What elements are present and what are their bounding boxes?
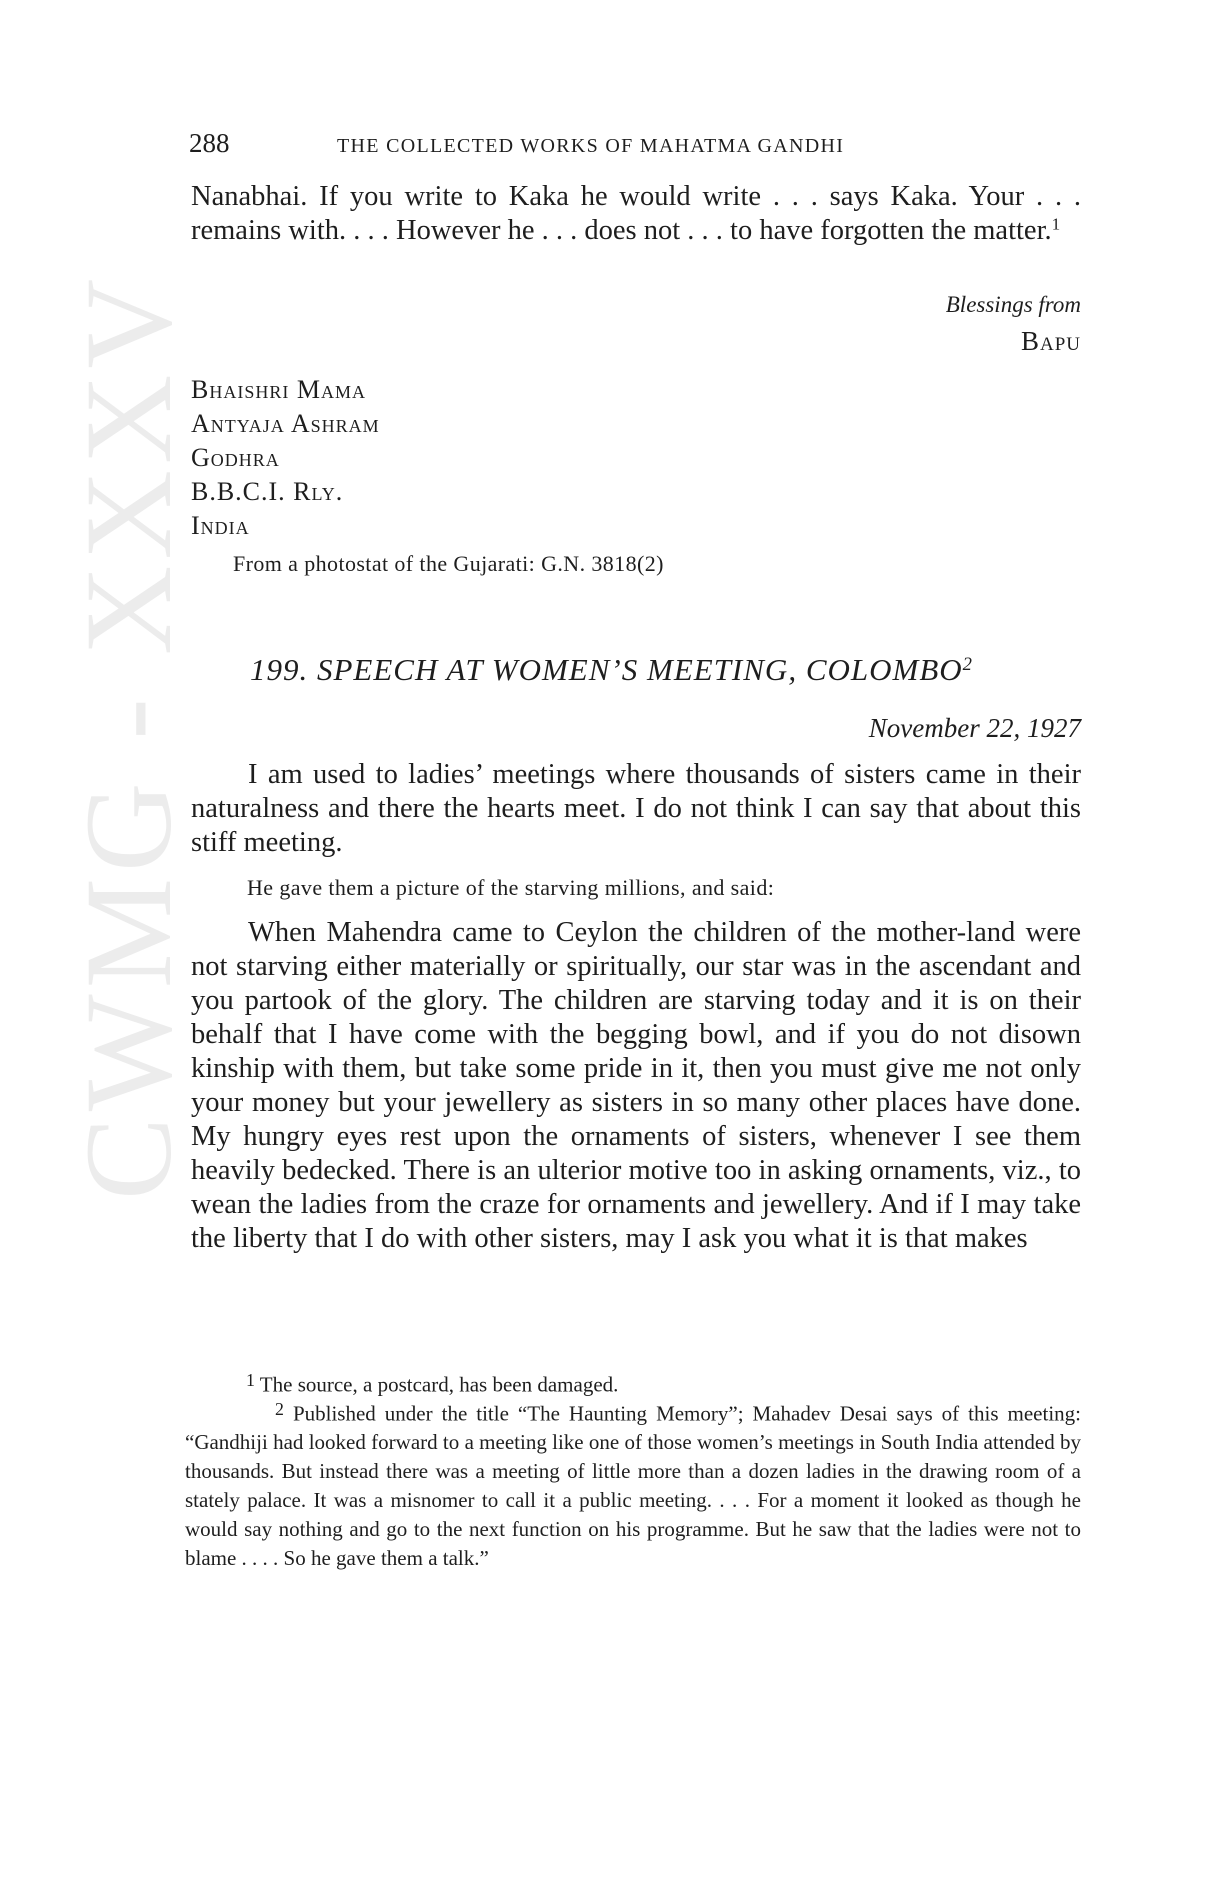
address-line: Godhra bbox=[191, 443, 280, 472]
signoff-blessing: Blessings from bbox=[945, 292, 1081, 317]
address-line: B.B.C.I. Rly. bbox=[191, 477, 344, 506]
footnote-ref-2: 2 bbox=[962, 653, 973, 675]
address-line: Antyaja Ashram bbox=[191, 409, 380, 438]
footnote-2 bbox=[185, 1395, 1081, 1573]
footnote-text: The source, a postcard, has been damaged. bbox=[259, 1372, 619, 1397]
address-line: Bhaishri Mama bbox=[191, 375, 366, 404]
page-number: 288 bbox=[189, 128, 230, 158]
watermark: CWMG - XXXV bbox=[60, 272, 197, 1200]
letter-body bbox=[191, 180, 1081, 248]
section-date: November 22, 1927 bbox=[868, 713, 1081, 743]
narration-line: He gave them a picture of the starving millions, and said: bbox=[247, 875, 775, 900]
section-heading-text: 199. SPEECH AT WOMEN’S MEETING, COLOMBO bbox=[250, 652, 963, 687]
speech-paragraph-1: I am used to ladies’ meetings where thousands of sisters came in their naturalness and there the hearts meet. I do not think I can say that about this stiff meeting. bbox=[191, 759, 1081, 858]
speech-paragraph-2: When Mahendra came to Ceylon the children of the mother-land were not starving either materially or spiritually, our star was in the ascendant and you partook of the glory. The children are starving today and it is on their behalf that I have come with the begging bowl, and if you do not disown kinship with them, but take some pride in it, then you must give me not only your money but your jewellery as sisters in so many other places have done. My hungry eyes rest upon the ornaments of sisters, whenever I see them heavily bedecked. There is an ulterior motive too in asking ornaments, viz., to wean the ladies from the craze for ornaments and jewellery. And if I may take the liberty that I do with other sisters, may I ask you what it is that makes bbox=[191, 917, 1081, 1254]
address-block bbox=[191, 373, 380, 543]
letter-body-text: Nanabhai. If you write to Kaka he would write . . . says Kaka. Your . . . remains with. . . . However he . . . does not . . . to have forgotten the matter. bbox=[191, 181, 1081, 246]
running-title: THE COLLECTED WORKS OF MAHATMA GANDHI bbox=[337, 135, 845, 157]
section-heading bbox=[250, 652, 973, 688]
footnote-mark: 2 bbox=[275, 1399, 284, 1419]
footnote-ref-1: 1 bbox=[1051, 214, 1061, 234]
address-line: India bbox=[191, 511, 250, 540]
footnote-mark: 1 bbox=[246, 1370, 255, 1390]
footnote-text: Published under the title “The Haunting Memory”; Mahadev Desai says of this meeting: “Gandhiji had looked forward to a meeting like one of those women’s meetings in South India attended by thousands. But instead there was a meeting of little more than a dozen ladies in the drawing room of a stately palace. It was a misnomer to call it a public meeting. . . . For a moment it looked as though he would say nothing and go to the next function on his programme. But he saw that the ladies were not to blame . . . . So he gave them a talk.” bbox=[185, 1401, 1082, 1571]
signoff-name: Bapu bbox=[1020, 326, 1081, 356]
source-note: From a photostat of the Gujarati: G.N. 3818(2) bbox=[233, 551, 664, 576]
